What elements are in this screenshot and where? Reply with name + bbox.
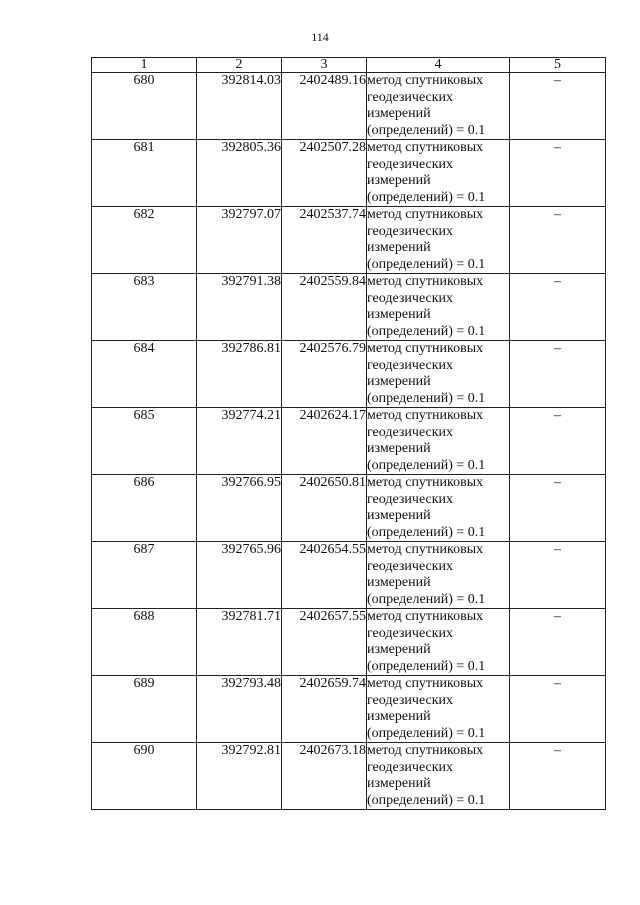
method-line: геодезических (367, 759, 454, 775)
point-number-cell: 684 (92, 341, 197, 408)
method-line: метод спутниковых (367, 207, 484, 222)
y-coordinate-cell: 2402657.55 (282, 609, 367, 676)
point-number-cell: 682 (92, 207, 197, 274)
method-line: (определений) = 0.1 (367, 390, 486, 406)
table-row (92, 341, 606, 408)
x-coordinate-cell: 392814.03 (197, 73, 282, 140)
table-row (92, 274, 606, 341)
method-cell (367, 743, 510, 810)
method-line: измерений (367, 709, 431, 724)
page-number: 114 (311, 30, 329, 44)
method-line: геодезических (367, 558, 454, 574)
method-cell (367, 408, 510, 475)
method-line: измерений (367, 575, 431, 590)
note-cell: – (510, 408, 606, 475)
column-header: 1 (92, 58, 197, 73)
table-row (92, 609, 606, 676)
x-coordinate-cell: 392792.81 (197, 743, 282, 810)
method-line: измерений (367, 642, 431, 657)
method-line: геодезических (367, 692, 454, 708)
point-number-cell: 683 (92, 274, 197, 341)
method-line: измерений (367, 173, 431, 188)
table-row (92, 73, 606, 140)
x-coordinate-cell: 392805.36 (197, 140, 282, 207)
method-cell (367, 676, 510, 743)
table-row (92, 676, 606, 743)
method-cell (367, 140, 510, 207)
note-cell: – (510, 274, 606, 341)
note-cell: – (510, 743, 606, 810)
method-line: геодезических (367, 424, 454, 440)
method-line: (определений) = 0.1 (367, 122, 486, 138)
x-coordinate-cell: 392791.38 (197, 274, 282, 341)
method-line: (определений) = 0.1 (367, 189, 486, 205)
y-coordinate-cell: 2402489.16 (282, 73, 367, 140)
method-cell (367, 207, 510, 274)
point-number-cell: 687 (92, 542, 197, 609)
method-cell (367, 73, 510, 140)
table-row (92, 207, 606, 274)
y-coordinate-cell: 2402659.74 (282, 676, 367, 743)
y-coordinate-cell: 2402576.79 (282, 341, 367, 408)
method-cell (367, 542, 510, 609)
method-line: (определений) = 0.1 (367, 658, 486, 674)
method-cell (367, 274, 510, 341)
method-line: метод спутниковых (367, 341, 484, 356)
y-coordinate-cell: 2402559.84 (282, 274, 367, 341)
method-line: измерений (367, 307, 431, 322)
note-cell: – (510, 341, 606, 408)
note-cell: – (510, 676, 606, 743)
x-coordinate-cell: 392766.95 (197, 475, 282, 542)
x-coordinate-cell: 392786.81 (197, 341, 282, 408)
y-coordinate-cell: 2402654.55 (282, 542, 367, 609)
table-row (92, 140, 606, 207)
method-cell (367, 475, 510, 542)
column-header: 5 (510, 58, 606, 73)
point-number-cell: 689 (92, 676, 197, 743)
table-row (92, 542, 606, 609)
coordinates-table (91, 57, 606, 810)
table-row (92, 475, 606, 542)
method-line: (определений) = 0.1 (367, 725, 486, 741)
method-line: измерений (367, 508, 431, 523)
method-line: (определений) = 0.1 (367, 323, 486, 339)
method-line: метод спутниковых (367, 408, 484, 423)
y-coordinate-cell: 2402624.17 (282, 408, 367, 475)
point-number-cell: 685 (92, 408, 197, 475)
method-line: метод спутниковых (367, 140, 484, 155)
method-line: геодезических (367, 491, 454, 507)
y-coordinate-cell: 2402537.74 (282, 207, 367, 274)
method-line: метод спутниковых (367, 676, 484, 691)
note-cell: – (510, 73, 606, 140)
x-coordinate-cell: 392774.21 (197, 408, 282, 475)
method-line: (определений) = 0.1 (367, 591, 486, 607)
point-number-cell: 680 (92, 73, 197, 140)
method-line: (определений) = 0.1 (367, 524, 486, 540)
method-cell (367, 341, 510, 408)
method-line: измерений (367, 441, 431, 456)
table-row (92, 408, 606, 475)
method-line: геодезических (367, 223, 454, 239)
method-line: метод спутниковых (367, 475, 484, 490)
method-line: геодезических (367, 89, 454, 105)
method-line: геодезических (367, 290, 454, 306)
note-cell: – (510, 609, 606, 676)
method-line: метод спутниковых (367, 274, 484, 289)
method-line: (определений) = 0.1 (367, 457, 486, 473)
y-coordinate-cell: 2402507.28 (282, 140, 367, 207)
method-line: метод спутниковых (367, 73, 484, 88)
method-line: геодезических (367, 625, 454, 641)
method-line: геодезических (367, 156, 454, 172)
point-number-cell: 681 (92, 140, 197, 207)
method-line: измерений (367, 106, 431, 121)
x-coordinate-cell: 392797.07 (197, 207, 282, 274)
point-number-cell: 690 (92, 743, 197, 810)
method-line: измерений (367, 374, 431, 389)
x-coordinate-cell: 392793.48 (197, 676, 282, 743)
method-line: метод спутниковых (367, 609, 484, 624)
method-line: геодезических (367, 357, 454, 373)
table-row (92, 743, 606, 810)
method-line: измерений (367, 776, 431, 791)
y-coordinate-cell: 2402673.18 (282, 743, 367, 810)
column-header: 2 (197, 58, 282, 73)
method-cell (367, 609, 510, 676)
y-coordinate-cell: 2402650.81 (282, 475, 367, 542)
note-cell: – (510, 140, 606, 207)
method-line: (определений) = 0.1 (367, 256, 486, 272)
note-cell: – (510, 542, 606, 609)
table-header-row (92, 58, 606, 73)
column-header: 3 (282, 58, 367, 73)
note-cell: – (510, 475, 606, 542)
point-number-cell: 688 (92, 609, 197, 676)
method-line: метод спутниковых (367, 743, 484, 758)
x-coordinate-cell: 392765.96 (197, 542, 282, 609)
column-header: 4 (367, 58, 510, 73)
x-coordinate-cell: 392781.71 (197, 609, 282, 676)
method-line: (определений) = 0.1 (367, 792, 486, 808)
note-cell: – (510, 207, 606, 274)
method-line: измерений (367, 240, 431, 255)
point-number-cell: 686 (92, 475, 197, 542)
method-line: метод спутниковых (367, 542, 484, 557)
